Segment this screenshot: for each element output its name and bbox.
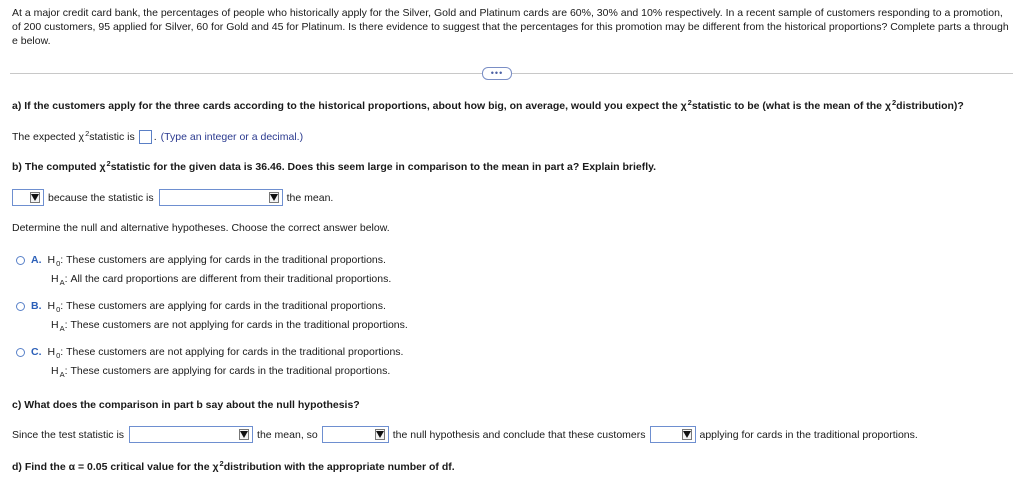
chevron-down-icon <box>239 429 249 440</box>
expand-more-button[interactable]: ••• <box>482 67 512 80</box>
comparison-dropdown-c[interactable] <box>129 426 253 443</box>
are-arenot-dropdown[interactable] <box>650 426 696 443</box>
part-c-question: c) What does the comparison in part b say about the null hypothesis? <box>12 399 360 411</box>
chevron-down-icon <box>682 429 692 440</box>
option-c-h0[interactable]: C. H 0 : These customers are not applying for cards in the traditional proportions. <box>16 346 403 358</box>
hypothesis-prompt: Determine the null and alternative hypotheses. Choose the correct answer below. <box>12 222 390 234</box>
part-a-question: a) If the customers apply for the three cards according to the historical proportions, about how big, on average, would you expect the χ 2 statistic to be (what is the mean of the χ 2 distribution)? <box>12 97 964 112</box>
answer-hint: (Type an integer or a decimal.) <box>160 131 304 143</box>
part-d-question: d) Find the α = 0.05 critical value for the χ 2 distribution with the appropriate number of df. <box>12 458 455 473</box>
part-b-answer-row: because the statistic is the mean. <box>12 189 333 206</box>
option-a-h0[interactable]: A. H 0 : These customers are applying for cards in the traditional proportions. <box>16 254 386 266</box>
option-b-ha: H A : These customers are not applying for cards in the traditional proportions. <box>51 319 408 333</box>
comparison-dropdown-b[interactable] <box>159 189 283 206</box>
chevron-down-icon <box>375 429 385 440</box>
option-b-radio[interactable] <box>16 302 25 311</box>
option-b-h0[interactable]: B. H 0 : These customers are applying for cards in the traditional proportions. <box>16 300 386 312</box>
chevron-down-icon <box>30 192 40 203</box>
large-small-dropdown[interactable] <box>12 189 44 206</box>
expected-statistic-input[interactable] <box>139 130 152 144</box>
option-c-radio[interactable] <box>16 348 25 357</box>
part-b-question: b) The computed χ 2 statistic for the given data is 36.46. Does this seem large in comparison to the mean in part a? Explain briefly. <box>12 158 657 173</box>
problem-intro: At a major credit card bank, the percentages of people who historically apply for the Silver, Gold and Platinum cards are 60%, 30% and 10% respectively. In a recent sample of customers responding to a promotion, of 200 customers, 95 applied for Silver, 60 for Gold and 45 for Platinum. Is there evidence to suggest that the percentages for this promotion may be different from the historical proportions? Complete parts a through e below. <box>12 7 1009 48</box>
chevron-down-icon <box>269 192 279 203</box>
part-a-answer-row: The expected χ 2 statistic is . (Type an integer or a decimal.) <box>12 128 304 143</box>
option-c-ha: H A : These customers are applying for cards in the traditional proportions. <box>51 365 391 379</box>
option-a-radio[interactable] <box>16 256 25 265</box>
part-c-answer-row: Since the test statistic is the mean, so the null hypothesis and conclude that these customers applying for cards in the traditional proportions. <box>12 426 918 443</box>
option-a-ha: H A : All the card proportions are different from their traditional proportions. <box>51 273 392 287</box>
reject-dropdown[interactable] <box>322 426 389 443</box>
